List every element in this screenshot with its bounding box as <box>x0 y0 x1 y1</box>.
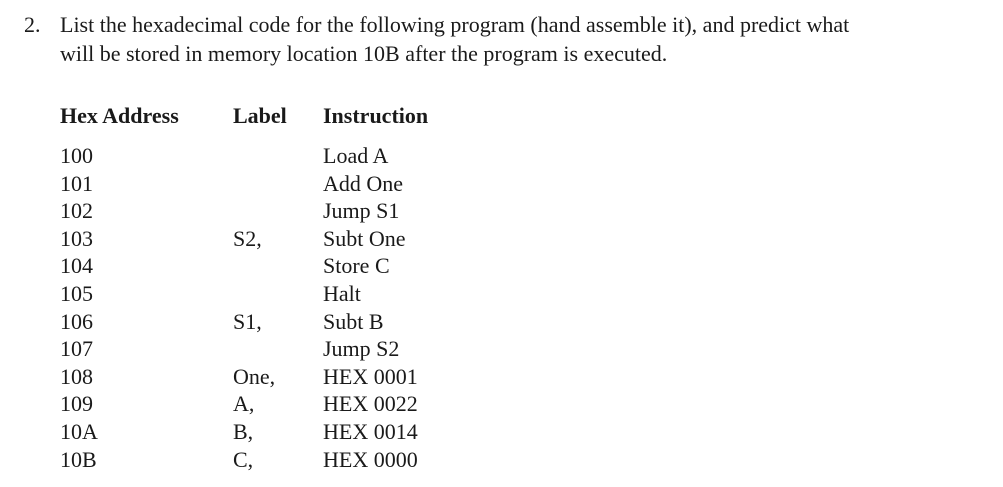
question-line-2: will be stored in memory location 10B after the program is executed. <box>60 41 668 66</box>
row-hex-address: 101 <box>60 170 93 196</box>
row-instruction: HEX 0022 <box>323 391 418 417</box>
row-label: S1, <box>233 308 262 334</box>
row-hex-address: 10A <box>60 418 98 444</box>
row-hex-address: 103 <box>60 225 93 251</box>
row-label: C, <box>233 446 254 472</box>
row-instruction: HEX 0014 <box>323 418 418 444</box>
row-instruction: Subt One <box>323 225 406 251</box>
question-line-1: List the hexadecimal code for the following program (hand assemble it), and predict what <box>60 12 850 37</box>
table-row <box>60 252 560 280</box>
table-row <box>60 446 560 474</box>
program-table <box>60 103 560 472</box>
row-instruction: Subt B <box>323 308 384 334</box>
table-row <box>60 225 560 253</box>
row-instruction: HEX 0000 <box>323 446 418 472</box>
table-row <box>60 308 560 336</box>
row-hex-address: 107 <box>60 336 93 362</box>
row-label: A, <box>233 391 255 417</box>
table-row <box>60 418 560 446</box>
row-instruction: Load A <box>323 143 389 168</box>
table-body <box>60 142 560 473</box>
row-label: One, <box>233 363 276 389</box>
row-hex-address: 10B <box>60 446 97 472</box>
row-hex-address: 109 <box>60 391 93 417</box>
row-instruction: Add One <box>323 170 404 196</box>
row-instruction: HEX 0001 <box>323 363 418 389</box>
question-number: 2. <box>24 12 41 37</box>
header-label: Label <box>233 103 287 128</box>
row-hex-address: 104 <box>60 253 93 279</box>
table-header <box>60 103 560 131</box>
row-hex-address: 100 <box>60 143 93 168</box>
table-row <box>60 142 560 170</box>
row-instruction: Store C <box>323 253 390 279</box>
row-instruction: Jump S1 <box>323 198 400 224</box>
table-row <box>60 390 560 418</box>
table-row <box>60 170 560 198</box>
row-label: S2, <box>233 225 262 251</box>
table-row <box>60 363 560 391</box>
row-hex-address: 102 <box>60 198 93 224</box>
row-hex-address: 106 <box>60 308 93 334</box>
row-instruction: Jump S2 <box>323 336 400 362</box>
row-label: B, <box>233 418 254 444</box>
table-row <box>60 280 560 308</box>
header-hex-address: Hex Address <box>60 103 179 128</box>
question-text <box>60 10 960 68</box>
table-row <box>60 197 560 225</box>
header-instruction: Instruction <box>323 103 429 128</box>
row-hex-address: 105 <box>60 280 93 306</box>
row-instruction: Halt <box>323 280 361 306</box>
row-hex-address: 108 <box>60 363 93 389</box>
table-row <box>60 335 560 363</box>
